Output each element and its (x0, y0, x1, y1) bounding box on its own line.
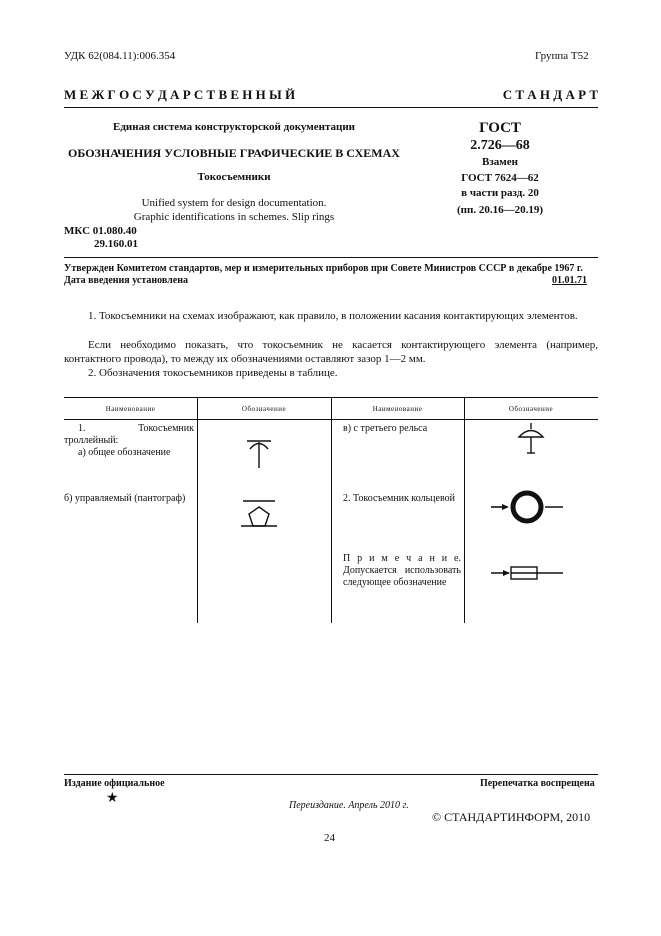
table-col-divider-2 (331, 397, 332, 623)
english-title-line1: Unified system for design documentation. (141, 197, 327, 209)
table-col-divider-1 (197, 397, 198, 623)
header-symbol-left: Обозначение (241, 405, 287, 413)
replace-points: (пп. 20.16—20.19) (456, 204, 543, 216)
official-edition: Издание официальное (64, 778, 165, 789)
header-name-left: Наименование (105, 405, 156, 413)
row-pantograph-name: б) управляемый (пантограф) (64, 493, 186, 504)
paragraph-2: Если необходимо показать, что токосъемник не касается контактирующего элемента (например, контактного провода), то между их обозначениями оставляют зазор 1—2 мм. (64, 339, 598, 365)
trolley-symbol (239, 437, 279, 471)
paragraph-1: 1. Токосъемники на схемах изображают, как правило, в положении касания контактирующих элементов. (88, 310, 578, 322)
row-ring-name: 2. Токосъемник кольцевой (343, 493, 455, 504)
approval-rule (64, 257, 598, 258)
row-trolley-name (64, 423, 194, 459)
page-number: 24 (324, 832, 335, 844)
footer-rule (64, 774, 598, 775)
mks-code-1: МКС 01.080.40 (64, 225, 137, 237)
replace-gost: ГОСТ 7624—62 (461, 172, 539, 184)
english-title-line2: Graphic identifications in schemes. Slip rings (133, 211, 335, 223)
banner-rule (64, 107, 598, 108)
english-title (64, 196, 404, 224)
sub-title: Токосъемники (197, 171, 271, 183)
standard-banner (64, 87, 598, 103)
gost-number: 2.726—68 (470, 138, 530, 153)
reprint-prohibited: Перепечатка воспрещена (480, 778, 595, 789)
ring-symbol (489, 485, 569, 529)
main-title: ОБОЗНАЧЕНИЯ УСЛОВНЫЕ ГРАФИЧЕСКИЕ В СХЕМАХ (68, 146, 400, 160)
row-note-name: П р и м е ч а н и е. Допускается использовать следующее обозначение (343, 553, 461, 588)
replace-label: Взамен (482, 156, 518, 168)
gost-label: ГОСТ (479, 120, 521, 136)
row-trolley-title: 1. Токосъемник троллейный: (64, 423, 194, 446)
banner-word-interstate: М Е Ж Г О С У Д А Р С Т В Е Н Н Ы Й (64, 87, 296, 102)
system-title: Единая система конструкторской документации (113, 121, 355, 133)
group-code: Группа Т52 (535, 50, 589, 62)
paragraph-3: 2. Обозначения токосъемников приведены в таблице. (88, 367, 338, 379)
intro-date-label: Дата введения установлена (64, 275, 188, 286)
row-third-rail-name: в) с третьего рельса (343, 423, 428, 434)
approval-text: Утвержден Комитетом стандартов, мер и измерительных приборов при Совете Министров СССР в декабре 1967 г. (64, 263, 583, 274)
reissue-note: Переиздание. Апрель 2010 г. (289, 800, 409, 811)
pantograph-symbol (237, 497, 281, 533)
header-name-right: Наименование (372, 405, 423, 413)
mks-code-2: 29.160.01 (94, 238, 138, 250)
star-icon: ★ (106, 791, 119, 806)
intro-date: 01.01.71 (552, 275, 587, 286)
symbols-table (64, 397, 598, 623)
third-rail-symbol (511, 422, 551, 458)
banner-word-standard: С Т А Н Д А Р Т (502, 87, 598, 102)
header-symbol-right: Обозначение (508, 405, 554, 413)
copyright: © СТАНДАРТИНФОРМ, 2010 (432, 810, 591, 824)
table-col-divider-3 (464, 397, 465, 623)
row-trolley-general: а) общее обозначение (78, 447, 171, 458)
replace-part: в части разд. 20 (461, 187, 539, 199)
udk-code: УДК 62(084.11):006.354 (64, 50, 176, 62)
ring-alt-symbol (489, 562, 569, 584)
